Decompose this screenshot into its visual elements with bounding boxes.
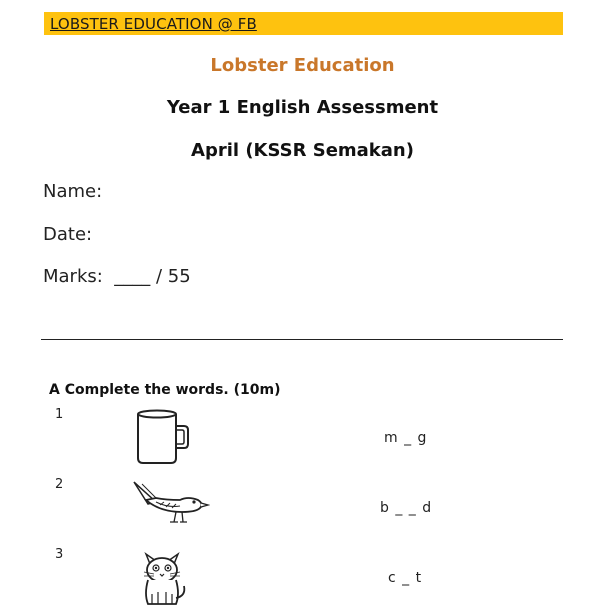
- mug-icon: [128, 408, 192, 466]
- header-banner: [44, 12, 563, 35]
- incomplete-word: m _ g: [384, 430, 428, 446]
- bird-icon: [126, 478, 210, 538]
- assessment-title: Year 1 English Assessment: [166, 97, 439, 118]
- banner-text: LOBSTER EDUCATION @ FB: [50, 15, 257, 33]
- question-number: 1: [55, 407, 64, 422]
- section-heading: A Complete the words. (10m): [49, 382, 281, 398]
- question-number: 3: [55, 547, 64, 562]
- date-field-label: Date:: [43, 224, 93, 245]
- assessment-subtitle: April (KSSR Semakan): [191, 140, 414, 161]
- question-number: 2: [55, 477, 64, 492]
- divider-line: [41, 339, 563, 340]
- cat-icon: [134, 548, 190, 608]
- incomplete-word: b _ _ d: [380, 500, 433, 516]
- name-field-label: Name:: [43, 181, 103, 202]
- marks-field-label: Marks: ____ / 55: [43, 266, 191, 287]
- org-name: Lobster Education: [210, 55, 395, 76]
- incomplete-word: c _ t: [388, 570, 423, 586]
